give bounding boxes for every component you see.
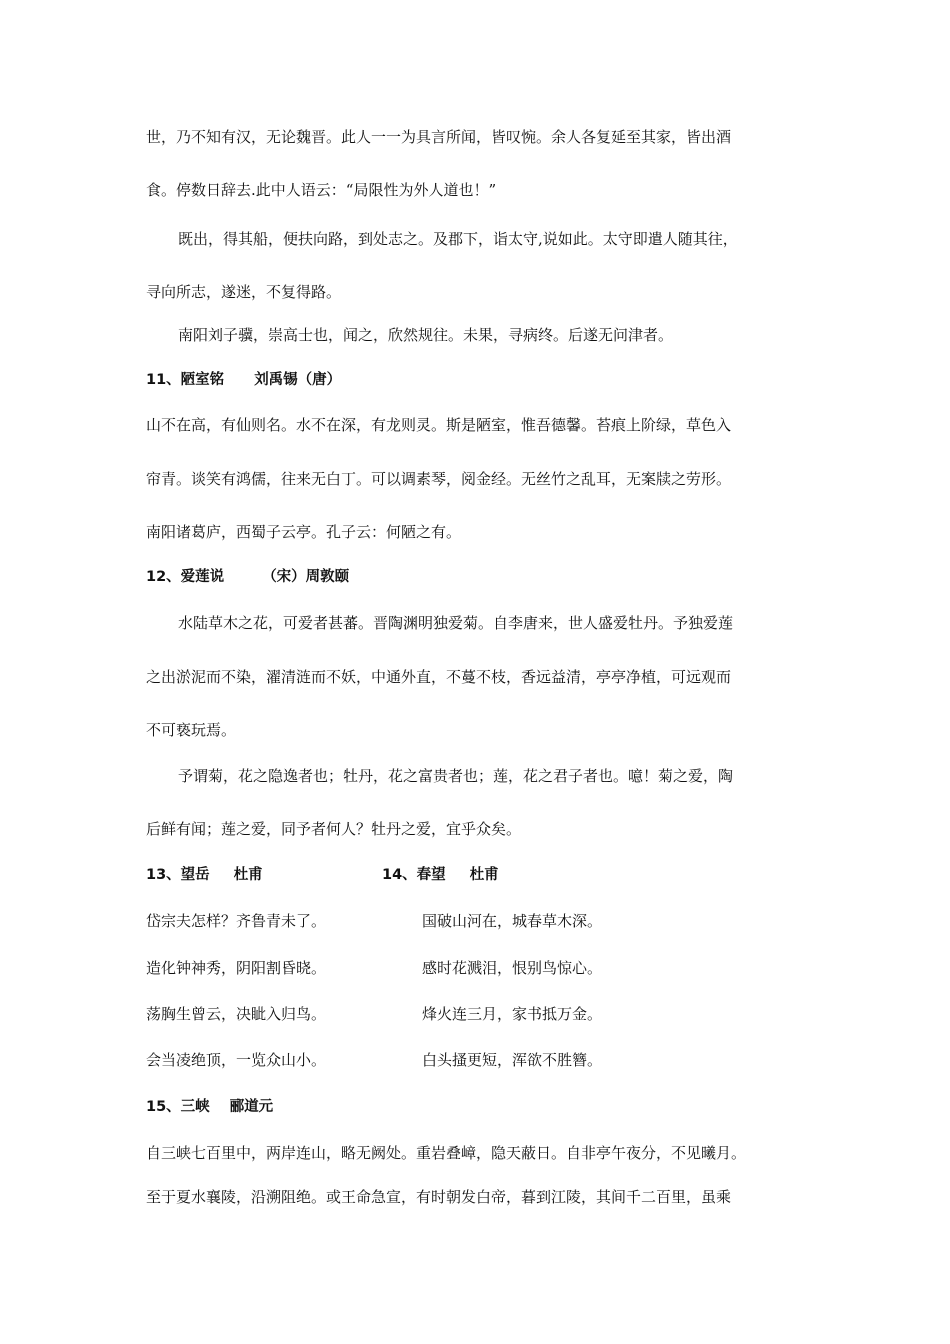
poem-line: 烽火连三月，家书抵万金。 <box>422 1005 603 1023</box>
text-line: 既出，得其船，便扶向路，到处志之。及郡下，诣太守,说如此。太守即遣人随其往， <box>178 230 738 248</box>
text-line: 之出淤泥而不染，濯清涟而不妖，中通外直，不蔓不枝，香远益清，亭亭净植，可远观而 <box>146 668 732 686</box>
section-title: 13、望岳 <box>146 867 210 883</box>
section-author: 郦道元 <box>229 1099 274 1115</box>
section-title: 14、春望 <box>382 867 446 883</box>
section-author: 杜甫 <box>233 867 263 883</box>
poem-line: 白头搔更短，浑欲不胜簪。 <box>422 1051 603 1069</box>
section-title: 15、三峡 <box>146 1099 210 1115</box>
section-heading-13 <box>146 865 263 885</box>
text-line: 自三峡七百里中，两岸连山，略无阙处。重岩叠嶂，隐天蔽日。自非亭午夜分，不见曦月。 <box>146 1144 747 1162</box>
section-heading-14 <box>382 865 499 885</box>
text-line: 世，乃不知有汉，无论魏晋。此人一一为具言所闻，皆叹惋。余人各复延至其家，皆出酒 <box>146 128 732 146</box>
poem-line: 荡胸生曾云，决眦入归鸟。 <box>146 1005 327 1023</box>
section-author: 杜甫 <box>469 867 499 883</box>
text-line: 予谓菊，花之隐逸者也；牡丹，花之富贵者也；莲，花之君子者也。噫！菊之爱，陶 <box>178 767 734 785</box>
text-line: 寻向所志，遂迷，不复得路。 <box>146 283 342 301</box>
section-title: 11、陋室铭 <box>146 372 225 388</box>
text-line: 南阳刘子骥，崇高士也，闻之，欣然规往。未果，寻病终。后遂无问津者。 <box>178 326 674 344</box>
poem-line: 会当凌绝顶，一览众山小。 <box>146 1051 327 1069</box>
text-line: 山不在高，有仙则名。水不在深，有龙则灵。斯是陋室，惟吾德馨。苔痕上阶绿，草色入 <box>146 416 732 434</box>
poem-line: 造化钟神秀，阴阳割昏晓。 <box>146 959 327 977</box>
poem-line: 感时花溅泪，恨别鸟惊心。 <box>422 959 603 977</box>
text-line: 后鲜有闻；莲之爱，同予者何人？牡丹之爱，宜乎众矣。 <box>146 820 522 838</box>
text-line: 不可亵玩焉。 <box>146 721 237 739</box>
poem-line: 岱宗夫怎样？齐鲁青未了。 <box>146 912 327 930</box>
poem-line: 国破山河在，城春草木深。 <box>422 912 603 930</box>
text-line: 至于夏水襄陵，沿溯阻绝。或王命急宣，有时朝发白帝，暮到江陵，其间千二百里，虽乘 <box>146 1188 732 1206</box>
section-title: 12、爱莲说 <box>146 569 225 585</box>
section-heading-12 <box>146 567 349 587</box>
text-line: 食。停数日辞去.此中人语云：“局限性为外人道也！” <box>146 181 497 199</box>
text-line: 帘青。谈笑有鸿儒，往来无白丁。可以调素琴，阅金经。无丝竹之乱耳，无案牍之劳形。 <box>146 470 732 488</box>
section-author: （宋）周敦颐 <box>262 569 350 585</box>
text-line: 水陆草木之花，可爱者甚蕃。晋陶渊明独爱菊。自李唐来，世人盛爱牡丹。予独爱莲 <box>178 614 734 632</box>
section-heading-15 <box>146 1097 273 1117</box>
section-author: 刘禹锡（唐） <box>254 372 342 388</box>
section-heading-11 <box>146 370 341 390</box>
text-line: 南阳诸葛庐，西蜀子云亭。孔子云：何陋之有。 <box>146 523 462 541</box>
